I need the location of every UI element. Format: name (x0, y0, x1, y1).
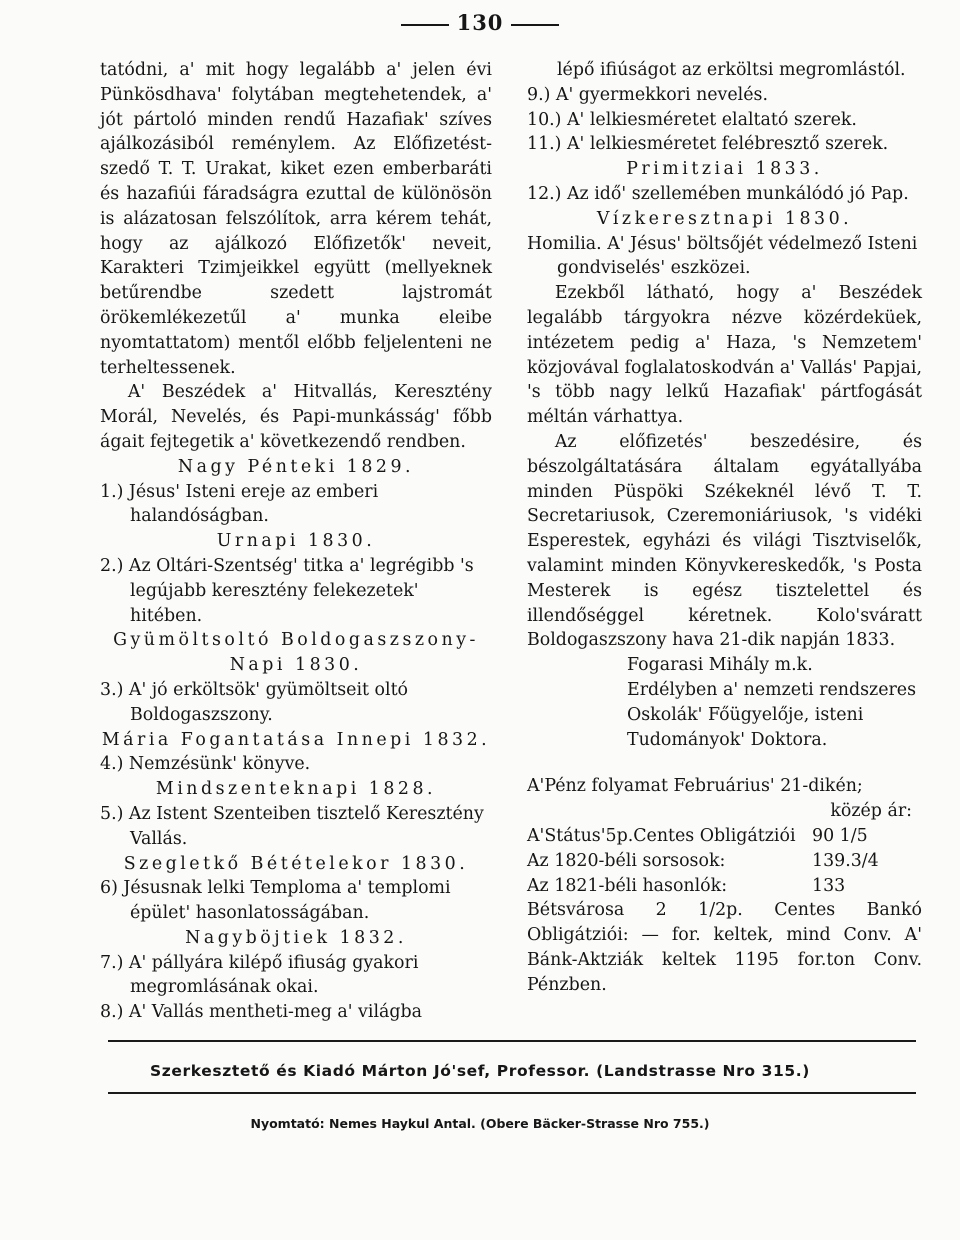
exchange-title: A'Pénz folyamat Februárius' 21-dikén; (527, 776, 863, 797)
ornament-dash (511, 24, 559, 26)
sermon-item: 11.) A' lelkiesméretet felébresztő szerek. (527, 134, 889, 155)
sermon-overview-paragraph: A' Beszédek a' Hitvallás, Keresztény Morál, Nevelés, és Papi-munkásság' főbb ágait fejtegetik a' következendő rendben. (100, 382, 492, 452)
exchange-row-value: 139.3/4 (812, 850, 879, 871)
editor-line: Szerkesztető és Kiadó Márton Jó'sef, Professor. (Landstrasse Nro 315.) (150, 1062, 810, 1080)
sermon-item: 12.) Az idő' szellemében munkálódó jó Pap. (527, 183, 909, 204)
exchange-note: Bétsvárosa 2 1/2p. Centes Bankó Obligátziói: — for. keltek, mind Conv. A' Bánk-Aktziák keltek 1195 for.ton Conv. Pénzben. (527, 900, 922, 995)
exchange-row-label: Az 1820-béli sorsosok: (527, 850, 726, 871)
printer-line: Nyomtató: Nemes Haykul Antal. (Obere Bäcker-Strasse Nro 755.) (250, 1116, 710, 1131)
sermon-item: 2.) Az Oltári-Szentség' titka a' legrégibb 's legújabb keresztény felekezetek' hitében. (100, 555, 474, 626)
left-column (100, 58, 492, 1025)
divider-rule (108, 1040, 916, 1042)
sermon-item: 1.) Jésus' Isteni ereje az emberi halandóságban. (100, 481, 379, 527)
exchange-row-label: A'Státus'5p.Centes Obligátziói (527, 825, 796, 846)
exchange-row (527, 849, 922, 874)
ornament-dash (401, 24, 449, 26)
intro-paragraph: tatódni, a' mit hogy legalább a' jelen évi Pünkösdhava' folytában megtehetendek, a' jót pártoló minden rendű Hazafiak' szíves ajálkozásiból reménylem. Az Előfizetést-szedő T. T. Urakat, kiket ezen emberbaráti és hazafiúi fáradságra ezuttal de különösön is alázatosan felszólítok, arra kérem tehát, hogy az ajálkozó Előfizetők' neveit, Karakteri Tzimjeikkel együtt (mellyeknek betűrendbe szedett lajstromát örökemlékezetűl a' munka eleibe nyomtattatom) mentől előbb feljelenteni ne terheltessenek. (100, 60, 492, 378)
section-heading: Szegletkő Bétételekor 1830. (123, 853, 469, 874)
section-heading: Nagy Pénteki 1829. (177, 456, 415, 477)
section-heading: Mária Fogantatása Innepi 1832. (101, 729, 491, 750)
signature-title: Erdélyben a' nemzeti rendszeres Oskolák' Főügyelője, isteni Tudományok' Doktora. (627, 679, 917, 750)
sermon-item: 3.) A' jó erköltsök' gyümöltseit oltó Boldogaszszony. (100, 679, 409, 725)
sermon-item: 8.) A' Vallás mentheti-meg a' világba (100, 1002, 423, 1023)
section-heading: Urnapi 1830. (216, 531, 376, 552)
signature-name: Fogarasi Mihály m.k. (627, 655, 813, 676)
exchange-rates (527, 774, 922, 997)
conclusion-paragraph: Ezekből látható, hogy a' Beszédek legalább tárgyokra nézve közérdeküek, intézetem pedig a' Haza, 's Nemzetem' közjovával foglalatoskodván a' Vallás' Papjai, 's több nagy lelkű Hazafiak' pártfogását méltán várhattya. (527, 283, 922, 428)
right-column (527, 58, 922, 997)
exchange-subtitle: közép ár: (830, 801, 912, 822)
section-heading: Vízkeresztnapi 1830. (596, 208, 853, 229)
section-heading: Primitziai 1833. (626, 159, 823, 180)
sermon-item: 10.) A' lelkiesméretet elaltató szerek. (527, 109, 857, 130)
exchange-row (527, 824, 922, 849)
subscription-paragraph: Az előfizetés' beszedésire, és bészolgáltatására általam egyátallyába minden Püspöki Székeknél lévő T. T. Secretariusok, Czeremoniáriusok, 's vidéki Esperestek, egyházi és világi Tisztviselők, valamint minden Könyvkereskedők, 's Posta Mesterek is egész tisztelettel és illendőséggel kéretnek. Kolo'sváratt Boldogaszszony hava 21-dik napján 1833. (527, 431, 922, 651)
exchange-row-value: 90 1/5 (812, 825, 868, 846)
sermon-item: 6) Jésusnak lelki Temploma a' templomi épület' hasonlatosságában. (100, 878, 451, 924)
page-number-text: 130 (456, 10, 504, 35)
section-heading: Gyümöltsoltó Boldogaszszony-Napi 1830. (113, 630, 479, 676)
exchange-row-label: Az 1821-béli hasonlók: (527, 875, 728, 896)
homily-item: Homilia. A' Jésus' böltsőjét védelmező Isteni gondviselés' eszközei. (527, 233, 918, 279)
divider-rule (108, 1092, 916, 1094)
page-number (0, 10, 960, 35)
section-heading: Mindszenteknapi 1828. (155, 779, 437, 800)
exchange-row-value: 133 (812, 875, 846, 896)
sermon-item: 7.) A' pállyára kilépő ifiuság gyakori megromlásának okai. (100, 952, 419, 998)
sermon-item: 9.) A' gyermekkori nevelés. (527, 84, 768, 105)
exchange-row (527, 874, 922, 899)
sermon-item-continuation: lépő ifiúságot az erköltsi megromlástól. (557, 60, 906, 80)
section-heading: Nagyböjtiek 1832. (185, 927, 407, 948)
sermon-item: 4.) Nemzésünk' könyve. (100, 754, 311, 775)
sermon-item: 5.) Az Istent Szenteiben tisztelő Keresztény Vallás. (100, 803, 484, 849)
